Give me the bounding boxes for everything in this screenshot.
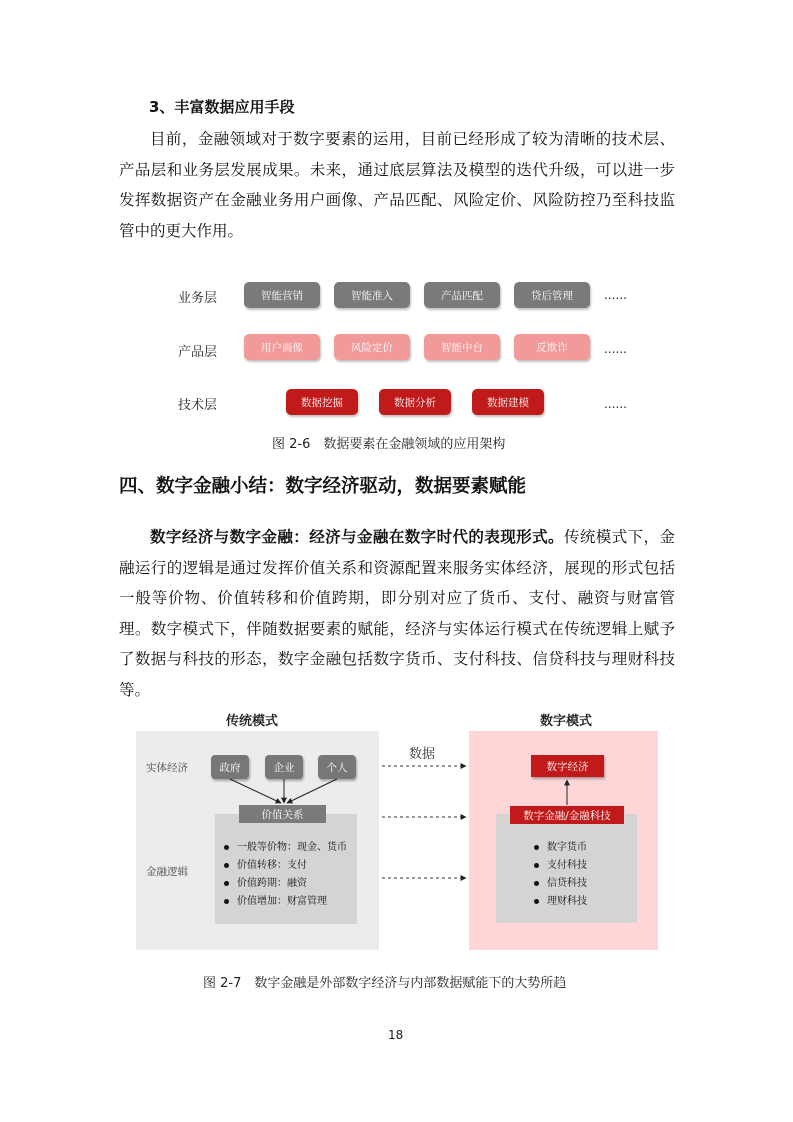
entity-government: 政府 — [211, 755, 249, 779]
figure-caption-2-6: 图 2-6 数据要素在金融领域的应用架构 — [272, 437, 506, 452]
chip-user-profile: 用户画像 — [244, 334, 320, 360]
sub-heading: 3、丰富数据应用手段 — [149, 98, 295, 116]
list-item: 支付科技 — [534, 857, 637, 875]
layer-label-product: 产品层 — [178, 345, 218, 360]
arrow-government-to-value — [230, 779, 281, 803]
ellipsis-business: ...... — [604, 288, 627, 302]
finance-logic-label: 金融逻辑 — [146, 866, 188, 878]
value-relation-box: 价值关系 — [239, 805, 326, 823]
chip-smart-middle-platform: 智能中台 — [424, 334, 500, 360]
list-item: 一般等价物：现金、货币 — [224, 839, 357, 857]
chip-anti-fraud: 反欺诈 — [514, 334, 590, 360]
list-item: 价值转移：支付 — [224, 857, 357, 875]
paragraph-body: 传统模式下，金融运行的逻辑是通过发挥价值关系和资源配置来服务实体经济，展现的形式包括一般等价物、价值转移和价值跨期，即分别对应了货币、支付、融资与财富管理。数字模式下，伴随数据要素的赋能，经济与实体运行模式在传统逻辑上赋予了数据与科技的形态，数字金融包括数字货币、支付科技、信贷科技与理财科技等。 — [119, 528, 675, 699]
ellipsis-product: ...... — [604, 342, 627, 356]
list-item: 信贷科技 — [534, 875, 637, 893]
layer-label-technology: 技术层 — [178, 398, 218, 413]
chip-smart-marketing: 智能营销 — [244, 282, 320, 308]
entity-enterprise: 企业 — [265, 755, 303, 779]
paragraph-text: 目前，金融领域对于数字要素的运用，目前已经形成了较为清晰的技术层、产品层和业务层发展成果。未来，通过底层算法及模型的迭代升级，可以进一步发挥数据资产在金融业务用户画像、产品匹配、风险定价、风险防控乃至科技监管中的更大作用。 — [119, 130, 675, 240]
real-economy-label: 实体经济 — [146, 762, 188, 774]
arrow-individual-to-value — [287, 779, 337, 803]
figure-caption-2-7: 图 2-7 数字金融是外部数字经济与内部数据赋能下的大势所趋 — [203, 976, 567, 991]
list-item: 数字货币 — [534, 839, 637, 857]
entity-individual: 个人 — [318, 755, 356, 779]
list-item: 理财科技 — [534, 893, 637, 911]
ellipsis-technology: ...... — [604, 397, 627, 411]
chip-data-modeling: 数据建模 — [472, 389, 544, 415]
paragraph-lead: 数字经济与数字金融：经济与金融在数字时代的表现形式。 — [150, 528, 564, 546]
list-item: 价值跨期：融资 — [224, 875, 357, 893]
section-title: 四、数字金融小结：数字经济驱动，数据要素赋能 — [119, 476, 527, 497]
chip-post-loan-management: 贷后管理 — [514, 282, 590, 308]
chip-smart-access: 智能准入 — [334, 282, 410, 308]
layer-label-business: 业务层 — [178, 291, 218, 306]
chip-risk-pricing: 风险定价 — [334, 334, 410, 360]
chip-product-matching: 产品匹配 — [424, 282, 500, 308]
digital-economy-box: 数字经济 — [531, 755, 604, 777]
digital-mode-title: 数字模式 — [540, 714, 593, 729]
chip-data-mining: 数据挖掘 — [286, 389, 358, 415]
data-arrow-label: 数据 — [409, 747, 436, 762]
digital-finance-label: 数字金融/金融科技 — [510, 806, 624, 824]
traditional-mode-title: 传统模式 — [226, 714, 279, 729]
list-item: 价值增加：财富管理 — [224, 893, 357, 911]
chip-data-analysis: 数据分析 — [379, 389, 451, 415]
page-number: 18 — [388, 1028, 404, 1042]
